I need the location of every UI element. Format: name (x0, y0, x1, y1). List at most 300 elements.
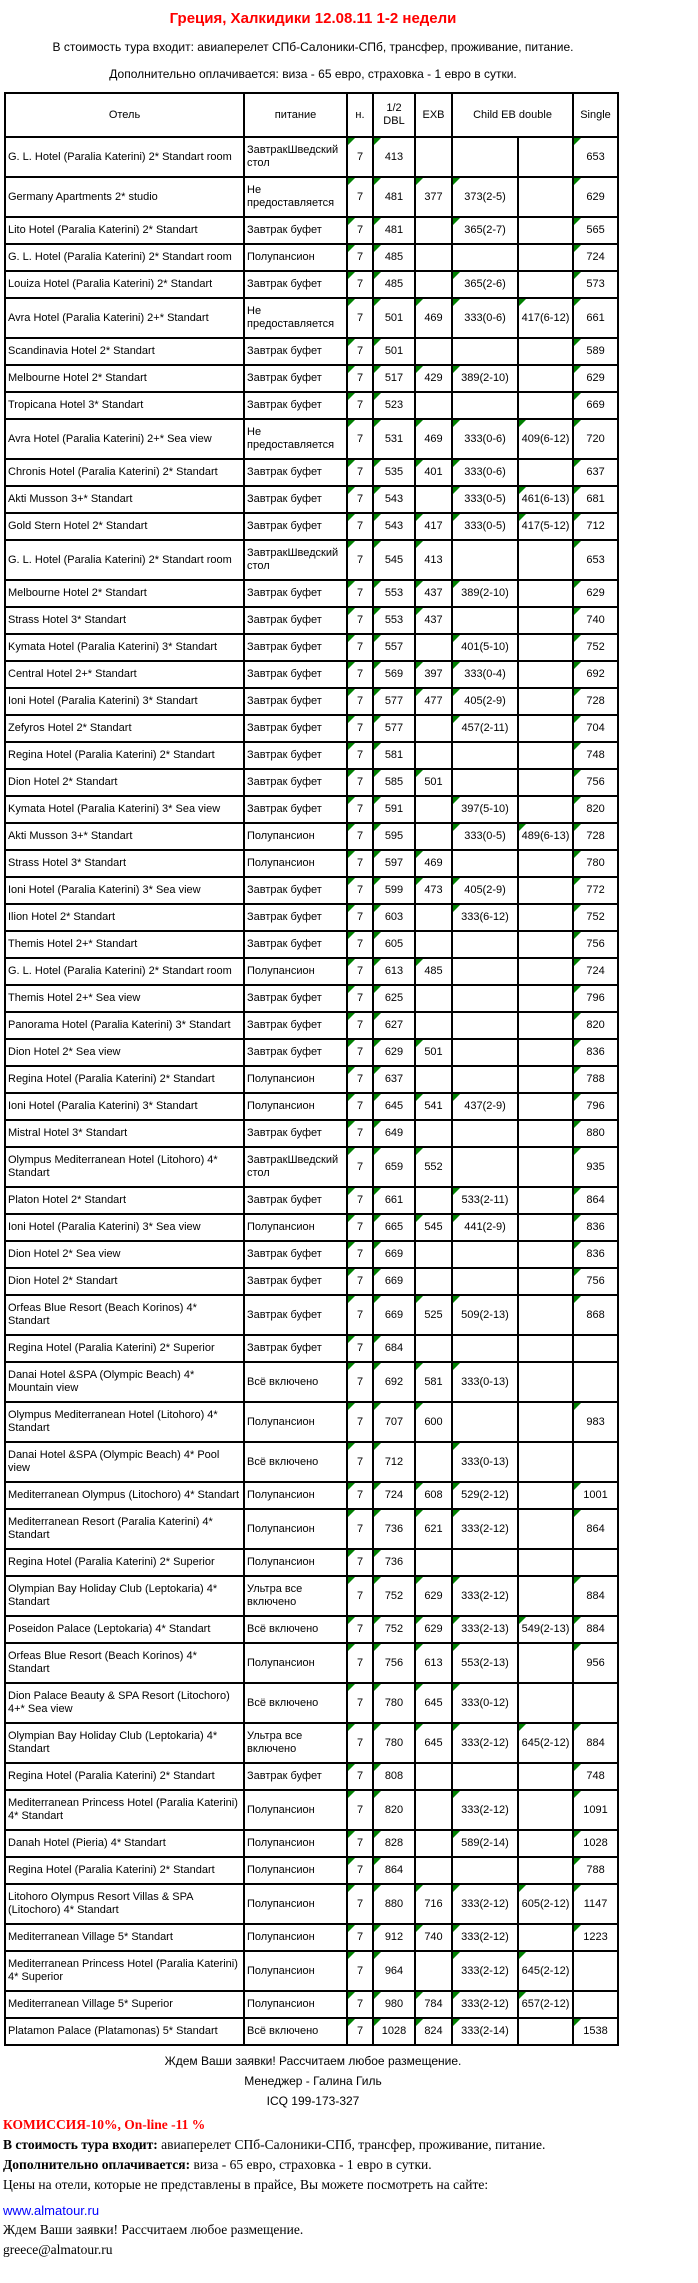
child-eb-cell-2 (518, 958, 573, 985)
exb-cell (415, 823, 452, 850)
single-cell (573, 1335, 618, 1362)
child-eb-cell-2: 489(6-13) (518, 823, 573, 850)
child-eb-cell-2 (518, 217, 573, 244)
nights-cell: 7 (347, 1643, 373, 1683)
exb-cell: 429 (415, 365, 452, 392)
child-eb-cell-2 (518, 338, 573, 365)
single-cell: 724 (573, 958, 618, 985)
half-dbl-cell: 645 (373, 1093, 415, 1120)
meal-cell: Полупансион (244, 1924, 347, 1951)
exb-cell: 629 (415, 1616, 452, 1643)
meal-cell: Ультра все включено (244, 1723, 347, 1763)
half-dbl-cell: 808 (373, 1763, 415, 1790)
child-eb-cell-2 (518, 459, 573, 486)
hotel-row (5, 1857, 618, 1884)
child-eb-cell-1 (452, 985, 518, 1012)
exb-cell (415, 1790, 452, 1830)
half-dbl-cell: 828 (373, 1830, 415, 1857)
meal-cell: Не предоставляется (244, 177, 347, 217)
meal-cell: Завтрак буфет (244, 634, 347, 661)
child-eb-cell-2 (518, 1830, 573, 1857)
hotel-name-cell: Regina Hotel (Paralia Katerini) 2* Standart (5, 742, 244, 769)
nights-cell: 7 (347, 338, 373, 365)
child-eb-cell-2 (518, 1268, 573, 1295)
hotel-name-cell: Regina Hotel (Paralia Katerini) 2* Standart (5, 1857, 244, 1884)
child-eb-cell-1: 333(2-12) (452, 1576, 518, 1616)
single-cell: 728 (573, 823, 618, 850)
meal-cell: Завтрак буфет (244, 1763, 347, 1790)
child-eb-cell-1: 333(0-4) (452, 661, 518, 688)
child-eb-cell-2 (518, 1093, 573, 1120)
exb-cell: 525 (415, 1295, 452, 1335)
hotel-row (5, 877, 618, 904)
hotel-name-cell: G. L. Hotel (Paralia Katerini) 2* Standart room (5, 958, 244, 985)
half-dbl-cell: 603 (373, 904, 415, 931)
single-cell: 704 (573, 715, 618, 742)
col-child-eb-double: Child EB double (452, 93, 573, 137)
hotel-row (5, 486, 618, 513)
half-dbl-cell: 752 (373, 1576, 415, 1616)
exb-cell (415, 904, 452, 931)
hotel-name-cell: Olympus Mediterranean Hotel (Litohoro) 4* Standart (5, 1402, 244, 1442)
hotel-row (5, 1616, 618, 1643)
child-eb-cell-1: 533(2-11) (452, 1187, 518, 1214)
footer-block (3, 2118, 623, 2257)
meal-cell: Ультра все включено (244, 1576, 347, 1616)
half-dbl-cell: 553 (373, 607, 415, 634)
hotel-row (5, 1012, 618, 1039)
half-dbl-cell: 756 (373, 1643, 415, 1683)
meal-cell: Завтрак буфет (244, 486, 347, 513)
half-dbl-cell: 669 (373, 1295, 415, 1335)
child-eb-cell-1 (452, 1012, 518, 1039)
hotel-name-cell: Kymata Hotel (Paralia Katerini) 3* Sea view (5, 796, 244, 823)
half-dbl-cell: 413 (373, 137, 415, 177)
nights-cell: 7 (347, 1039, 373, 1066)
hotel-row (5, 1039, 618, 1066)
meal-cell: Завтрак буфет (244, 217, 347, 244)
hotel-name-cell: Ioni Hotel (Paralia Katerini) 3* Sea view (5, 1214, 244, 1241)
nights-cell: 7 (347, 607, 373, 634)
single-cell: 864 (573, 1509, 618, 1549)
single-cell: 880 (573, 1120, 618, 1147)
hotel-name-cell: Olympus Mediterranean Hotel (Litohoro) 4* Standart (5, 1147, 244, 1187)
hotel-name-cell: G. L. Hotel (Paralia Katerini) 2* Standart room (5, 540, 244, 580)
nights-cell: 7 (347, 1857, 373, 1884)
single-cell: 637 (573, 459, 618, 486)
child-eb-cell-1: 397(5-10) (452, 796, 518, 823)
commission-line: КОМИССИЯ-10%, On-line -11 % (3, 2117, 206, 2132)
single-cell: 1147 (573, 1884, 618, 1924)
half-dbl-cell: 543 (373, 513, 415, 540)
half-dbl-cell: 665 (373, 1214, 415, 1241)
hotel-name-cell: Tropicana Hotel 3* Standart (5, 392, 244, 419)
nights-cell: 7 (347, 244, 373, 271)
meal-cell: Завтрак буфет (244, 1039, 347, 1066)
exb-cell (415, 1951, 452, 1991)
hotel-row (5, 1241, 618, 1268)
child-eb-cell-2 (518, 580, 573, 607)
child-eb-cell-1 (452, 1147, 518, 1187)
exb-cell (415, 244, 452, 271)
exb-cell (415, 1268, 452, 1295)
child-eb-cell-1: 333(2-12) (452, 1951, 518, 1991)
exb-cell (415, 1335, 452, 1362)
child-eb-cell-2 (518, 877, 573, 904)
nights-cell: 7 (347, 985, 373, 1012)
hotel-row (5, 1951, 618, 1991)
nights-cell: 7 (347, 1442, 373, 1482)
hotel-name-cell: Ilion Hotel 2* Standart (5, 904, 244, 931)
child-eb-cell-1: 333(0-5) (452, 823, 518, 850)
half-dbl-cell: 659 (373, 1147, 415, 1187)
exb-cell: 621 (415, 1509, 452, 1549)
meal-cell: Завтрак буфет (244, 1120, 347, 1147)
nights-cell: 7 (347, 1335, 373, 1362)
exb-cell: 477 (415, 688, 452, 715)
nights-cell: 7 (347, 661, 373, 688)
hotel-row (5, 742, 618, 769)
exb-cell: 740 (415, 1924, 452, 1951)
single-cell: 629 (573, 580, 618, 607)
hotel-name-cell: Ioni Hotel (Paralia Katerini) 3* Sea view (5, 877, 244, 904)
child-eb-cell-1 (452, 607, 518, 634)
child-eb-cell-2 (518, 1576, 573, 1616)
child-eb-cell-1: 589(2-14) (452, 1830, 518, 1857)
meal-cell: Всё включено (244, 1683, 347, 1723)
manager-line: Менеджер - Галина Гиль (244, 2074, 382, 2088)
nights-cell: 7 (347, 1295, 373, 1335)
meal-cell: Завтрак буфет (244, 877, 347, 904)
half-dbl-cell: 545 (373, 540, 415, 580)
exb-cell (415, 1066, 452, 1093)
hotel-row (5, 607, 618, 634)
meal-cell: Полупансион (244, 1884, 347, 1924)
child-eb-cell-2 (518, 904, 573, 931)
single-cell: 836 (573, 1241, 618, 1268)
single-cell: 788 (573, 1066, 618, 1093)
hotel-name-cell: Mediterranean Olympus (Litochoro) 4* Standart (5, 1482, 244, 1509)
child-eb-cell-2: 409(6-12) (518, 419, 573, 459)
child-eb-cell-1 (452, 1241, 518, 1268)
exb-cell (415, 742, 452, 769)
half-dbl-cell: 517 (373, 365, 415, 392)
hotel-name-cell: Mediterranean Village 5* Superior (5, 1991, 244, 2018)
half-dbl-cell: 597 (373, 850, 415, 877)
hotel-row (5, 1335, 618, 1362)
exb-cell: 600 (415, 1402, 452, 1442)
single-cell: 796 (573, 985, 618, 1012)
exb-cell: 824 (415, 2018, 452, 2045)
single-cell: 780 (573, 850, 618, 877)
meal-cell: Полупансион (244, 1643, 347, 1683)
child-eb-cell-2 (518, 1335, 573, 1362)
footer-includes-rest: авиаперелет СПб-Салоники-СПб, трансфер, проживание, питание. (157, 2137, 546, 2152)
exb-cell: 784 (415, 1991, 452, 2018)
single-cell: 788 (573, 1857, 618, 1884)
half-dbl-cell: 820 (373, 1790, 415, 1830)
exb-cell: 645 (415, 1683, 452, 1723)
hotel-name-cell: Ioni Hotel (Paralia Katerini) 3* Standart (5, 1093, 244, 1120)
child-eb-cell-2 (518, 2018, 573, 2045)
child-eb-cell-1: 333(0-13) (452, 1442, 518, 1482)
child-eb-cell-1 (452, 392, 518, 419)
nights-cell: 7 (347, 1012, 373, 1039)
half-dbl-cell: 625 (373, 985, 415, 1012)
meal-cell: Завтрак буфет (244, 769, 347, 796)
exb-cell: 645 (415, 1723, 452, 1763)
child-eb-cell-1: 333(0-6) (452, 459, 518, 486)
single-cell: 573 (573, 271, 618, 298)
hotel-name-cell: Danah Hotel (Pieria) 4* Standart (5, 1830, 244, 1857)
child-eb-cell-1: 401(5-10) (452, 634, 518, 661)
child-eb-cell-1 (452, 338, 518, 365)
exb-cell (415, 1187, 452, 1214)
meal-cell: Завтрак буфет (244, 715, 347, 742)
hotel-table-body (5, 137, 618, 2045)
half-dbl-cell: 523 (373, 392, 415, 419)
meal-cell: Полупансион (244, 1549, 347, 1576)
col-meal: питание (244, 93, 347, 137)
nights-cell: 7 (347, 1482, 373, 1509)
half-dbl-cell: 481 (373, 177, 415, 217)
meal-cell: Завтрак буфет (244, 1335, 347, 1362)
hotel-name-cell: Mediterranean Princess Hotel (Paralia Katerini) 4* Standart (5, 1790, 244, 1830)
exb-cell (415, 1120, 452, 1147)
meal-cell: Полупансион (244, 1991, 347, 2018)
child-eb-cell-2: 605(2-12) (518, 1884, 573, 1924)
child-eb-cell-1: 389(2-10) (452, 580, 518, 607)
meal-cell: Полупансион (244, 958, 347, 985)
footer-includes-line (3, 2138, 623, 2152)
nights-cell: 7 (347, 1120, 373, 1147)
hotel-name-cell: Strass Hotel 3* Standart (5, 850, 244, 877)
child-eb-cell-2 (518, 1012, 573, 1039)
hotel-name-cell: Litohoro Olympus Resort Villas & SPA (Litochoro) 4* Standart (5, 1884, 244, 1924)
half-dbl-cell: 585 (373, 769, 415, 796)
hotel-row (5, 1482, 618, 1509)
hotel-name-cell: Dion Hotel 2* Sea view (5, 1039, 244, 1066)
meal-cell: Завтрак буфет (244, 365, 347, 392)
child-eb-cell-2 (518, 1790, 573, 1830)
child-eb-cell-1 (452, 1763, 518, 1790)
hotel-name-cell: Germany Apartments 2* studio (5, 177, 244, 217)
half-dbl-cell: 569 (373, 661, 415, 688)
exb-cell: 485 (415, 958, 452, 985)
child-eb-cell-2 (518, 244, 573, 271)
half-dbl-cell: 595 (373, 823, 415, 850)
meal-cell: Полупансион (244, 1402, 347, 1442)
meal-cell: Завтрак буфет (244, 459, 347, 486)
nights-cell: 7 (347, 1576, 373, 1616)
child-eb-cell-1: 333(0-5) (452, 513, 518, 540)
hotel-row (5, 271, 618, 298)
nights-cell: 7 (347, 217, 373, 244)
icq-line: ICQ 199-173-327 (266, 2094, 360, 2108)
hotel-row (5, 850, 618, 877)
single-cell: 748 (573, 1763, 618, 1790)
exb-cell (415, 634, 452, 661)
nights-cell: 7 (347, 1790, 373, 1830)
nights-cell: 7 (347, 1763, 373, 1790)
hotel-row (5, 217, 618, 244)
footer-requests-line: Ждем Ваши заявки! Рассчитаем любое размещение. (3, 2222, 304, 2237)
half-dbl-cell: 591 (373, 796, 415, 823)
child-eb-cell-1: 389(2-10) (452, 365, 518, 392)
child-eb-cell-1 (452, 244, 518, 271)
col-single: Single (573, 93, 618, 137)
exb-cell: 552 (415, 1147, 452, 1187)
hotel-name-cell: G. L. Hotel (Paralia Katerini) 2* Standart room (5, 244, 244, 271)
half-dbl-cell: 684 (373, 1335, 415, 1362)
hotel-name-cell: Regina Hotel (Paralia Katerini) 2* Standart (5, 1066, 244, 1093)
exb-cell: 608 (415, 1482, 452, 1509)
hotel-row (5, 419, 618, 459)
child-eb-cell-2 (518, 1402, 573, 1442)
hotel-row (5, 1442, 618, 1482)
hotel-name-cell: Regina Hotel (Paralia Katerini) 2* Standart (5, 1763, 244, 1790)
hotel-row (5, 1549, 618, 1576)
hotel-row (5, 1830, 618, 1857)
exb-cell (415, 796, 452, 823)
child-eb-cell-2: 549(2-13) (518, 1616, 573, 1643)
nights-cell: 7 (347, 459, 373, 486)
half-dbl-cell: 485 (373, 271, 415, 298)
single-cell: 1028 (573, 1830, 618, 1857)
meal-cell: Завтрак буфет (244, 607, 347, 634)
hotel-row (5, 1884, 618, 1924)
half-dbl-cell: 669 (373, 1241, 415, 1268)
half-dbl-cell: 712 (373, 1442, 415, 1482)
requests-line: Ждем Ваши заявки! Рассчитаем любое размещение. (164, 2054, 462, 2068)
child-eb-cell-1: 365(2-6) (452, 271, 518, 298)
meal-cell: ЗавтракШведский стол (244, 137, 347, 177)
hotel-row (5, 137, 618, 177)
half-dbl-cell: 912 (373, 1924, 415, 1951)
meal-cell: Не предоставляется (244, 298, 347, 338)
meal-cell: Завтрак буфет (244, 985, 347, 1012)
child-eb-cell-2 (518, 985, 573, 1012)
exb-cell: 501 (415, 769, 452, 796)
child-eb-cell-1: 333(6-12) (452, 904, 518, 931)
child-eb-cell-2 (518, 1362, 573, 1402)
nights-cell: 7 (347, 540, 373, 580)
hotel-row (5, 688, 618, 715)
child-eb-cell-2 (518, 1857, 573, 1884)
nights-cell: 7 (347, 486, 373, 513)
single-cell: 884 (573, 1723, 618, 1763)
child-eb-cell-1: 553(2-13) (452, 1643, 518, 1683)
hotel-row (5, 1763, 618, 1790)
nights-cell: 7 (347, 1362, 373, 1402)
half-dbl-cell: 780 (373, 1683, 415, 1723)
single-cell (573, 1991, 618, 2018)
nights-cell: 7 (347, 1147, 373, 1187)
hotel-name-cell: Mediterranean Resort (Paralia Katerini) 4* Standart (5, 1509, 244, 1549)
exb-cell (415, 931, 452, 958)
child-eb-cell-1 (452, 1335, 518, 1362)
hotel-row (5, 2018, 618, 2045)
meal-cell: Полупансион (244, 1509, 347, 1549)
child-eb-cell-2: 645(2-12) (518, 1723, 573, 1763)
child-eb-cell-1: 529(2-12) (452, 1482, 518, 1509)
single-cell: 836 (573, 1039, 618, 1066)
child-eb-cell-2 (518, 1120, 573, 1147)
site-link[interactable]: www.almatour.ru (3, 2203, 100, 2218)
half-dbl-cell: 577 (373, 715, 415, 742)
child-eb-cell-2 (518, 769, 573, 796)
exb-cell: 716 (415, 1884, 452, 1924)
child-eb-cell-1 (452, 1402, 518, 1442)
single-cell: 864 (573, 1187, 618, 1214)
nights-cell: 7 (347, 1951, 373, 1991)
half-dbl-cell: 1028 (373, 2018, 415, 2045)
hotel-name-cell: Gold Stern Hotel 2* Standart (5, 513, 244, 540)
child-eb-cell-1: 333(2-13) (452, 1616, 518, 1643)
exb-cell: 413 (415, 540, 452, 580)
hotel-row (5, 513, 618, 540)
child-eb-cell-2 (518, 1187, 573, 1214)
child-eb-cell-2 (518, 540, 573, 580)
hotel-row (5, 365, 618, 392)
child-eb-cell-1 (452, 1066, 518, 1093)
half-dbl-cell: 980 (373, 1991, 415, 2018)
half-dbl-cell: 599 (373, 877, 415, 904)
meal-cell: Полупансион (244, 1066, 347, 1093)
meal-cell: Полупансион (244, 1790, 347, 1830)
child-eb-cell-1: 365(2-7) (452, 217, 518, 244)
meal-cell: Завтрак буфет (244, 513, 347, 540)
hotel-row (5, 958, 618, 985)
nights-cell: 7 (347, 1991, 373, 2018)
meal-cell: Полупансион (244, 1214, 347, 1241)
nights-cell: 7 (347, 513, 373, 540)
single-cell (573, 1951, 618, 1991)
child-eb-cell-1: 333(2-12) (452, 1509, 518, 1549)
nights-cell: 7 (347, 1093, 373, 1120)
child-eb-cell-1 (452, 769, 518, 796)
footer-email: greece@almatour.ru (3, 2242, 113, 2257)
nights-cell: 7 (347, 137, 373, 177)
child-eb-cell-1: 333(0-5) (452, 486, 518, 513)
child-eb-cell-1 (452, 958, 518, 985)
exb-cell: 629 (415, 1576, 452, 1616)
single-cell: 1091 (573, 1790, 618, 1830)
child-eb-cell-2 (518, 1039, 573, 1066)
child-eb-cell-2 (518, 1549, 573, 1576)
hotel-row (5, 244, 618, 271)
nights-cell: 7 (347, 1214, 373, 1241)
child-eb-cell-1 (452, 1268, 518, 1295)
hotel-row (5, 796, 618, 823)
nights-cell: 7 (347, 2018, 373, 2045)
nights-cell: 7 (347, 580, 373, 607)
hotel-row (5, 1268, 618, 1295)
meal-cell: Завтрак буфет (244, 796, 347, 823)
child-eb-cell-1: 333(2-14) (452, 2018, 518, 2045)
hotel-name-cell: Central Hotel 2+* Standart (5, 661, 244, 688)
single-cell: 796 (573, 1093, 618, 1120)
hotel-name-cell: Mistral Hotel 3* Standart (5, 1120, 244, 1147)
hotel-name-cell: Regina Hotel (Paralia Katerini) 2* Superior (5, 1335, 244, 1362)
single-cell: 956 (573, 1643, 618, 1683)
single-cell (573, 1442, 618, 1482)
child-eb-cell-1 (452, 1549, 518, 1576)
exb-cell (415, 271, 452, 298)
single-cell: 720 (573, 419, 618, 459)
hotel-row (5, 904, 618, 931)
footer-prices-line: Цены на отели, которые не представлены в прайсе, Вы можете посмотреть на сайте: (3, 2177, 489, 2192)
